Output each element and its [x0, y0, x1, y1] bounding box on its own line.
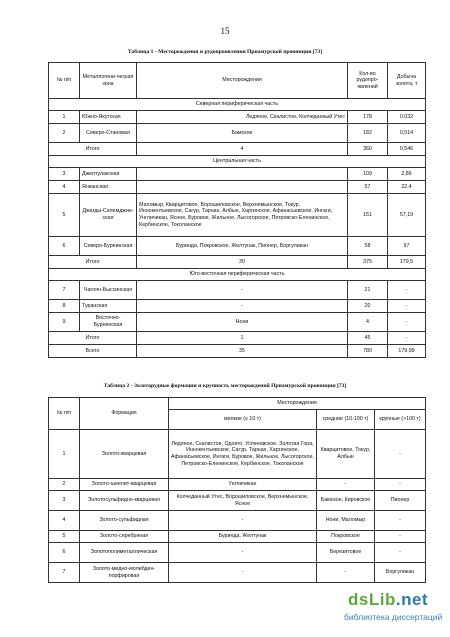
row-formation: Золотополиметаллическая [80, 543, 169, 563]
table2-formations [48, 397, 426, 583]
table-row [49, 194, 426, 237]
table-row [49, 300, 426, 313]
table1-caption: Таблица 1 - Месторождения и рудопроявления Приамурской провинции [73] [127, 49, 323, 55]
table-row [49, 281, 426, 300]
row-zone: Джелтулакская [80, 168, 137, 181]
row-deposits: Нони [137, 313, 348, 332]
table-row [49, 543, 426, 563]
table2-header-row [49, 398, 426, 410]
row-num: 6 [49, 543, 80, 563]
row-medium: Кварцитовое, Токур, Албын [317, 430, 375, 479]
total-gold: 0,546 [388, 143, 426, 156]
table-row [49, 430, 426, 479]
header-deposits: Месторождения [137, 63, 348, 99]
row-zone: Восточно-Буреинская [80, 313, 137, 332]
header-medium: средние (10-100 т) [317, 410, 375, 430]
total-count: 45 [348, 332, 388, 345]
header-zone: Металлогени-ческая зона [80, 63, 137, 99]
row-num: 6 [49, 237, 80, 256]
row-gold: 97 [388, 237, 426, 256]
row-formation: Золото-шеелит-кварцевая [80, 479, 169, 491]
row-num: 5 [49, 531, 80, 543]
row-gold: 57,19 [388, 194, 426, 237]
row-deposits [137, 181, 348, 194]
watermark-logo[interactable] [348, 590, 428, 610]
watermark-tagline: библиотека диссертаций [344, 612, 443, 622]
row-num: 1 [49, 111, 80, 124]
total-gold: 179,5 [388, 256, 426, 269]
grand-total-gold: 179,99 [388, 345, 426, 358]
grand-total-label: Всего [49, 345, 137, 358]
row-zone: Янканская [80, 181, 137, 194]
row-num: 3 [49, 491, 80, 511]
row-count: 178 [348, 111, 388, 124]
row-count: 182 [348, 124, 388, 143]
table2-caption: Таблица 2 - Золоторудные формации и крупность месторождений Приамурской провинции [73] [103, 383, 347, 389]
row-gold: 0,032 [388, 111, 426, 124]
row-gold: 0,514 [388, 124, 426, 143]
row-large: - [375, 430, 426, 479]
total-label: Итого [49, 143, 137, 156]
row-deposits: Буринда, Покровское, Желтунак, Пионер, Боргуликан [137, 237, 348, 256]
row-large: - [375, 511, 426, 531]
table-row [49, 124, 426, 143]
watermark-logo-tld: .net [395, 590, 429, 609]
row-num: 5 [49, 194, 80, 237]
row-formation: Золото-кварцевая [80, 430, 169, 479]
header-small: мелкие (≤ 10 т) [169, 410, 317, 430]
row-count: 109 [348, 168, 388, 181]
row-small: Ледяное, Скалистое, Одолго, Успеновское, Золотая Гора, Иннокентьевское, Сагур, Тарнах, Харгинское, Афанасьевское, Ингаги, Буровое, Жильное, Лысогорское, Петровско-Еленинское, Кербинское, Токоланское [169, 430, 317, 479]
row-small: Колчеданный Утес, Ворошиловское, Верхнемынское, Ясное [169, 491, 317, 511]
grand-total-count: 780 [348, 345, 388, 358]
row-medium: Бамское, Кировское [317, 491, 375, 511]
row-num: 9 [49, 313, 80, 332]
total-deposits: 1 [137, 332, 348, 345]
total-deposits: 30 [137, 256, 348, 269]
table1-header-row [49, 63, 426, 99]
row-num: 8 [49, 300, 80, 313]
header-formation: Формация [80, 398, 169, 430]
total-gold: - [388, 332, 426, 345]
total-count: 375 [348, 256, 388, 269]
header-count: Кол-во рудопро-явлений [348, 63, 388, 99]
row-deposits: Маломыр, Кварцитовое, Ворошиловское, Верхнемынское, Токур, Иннокентьевское, Сагур, Тарнах, Албын, Харгинское, Афанасьевское, Ингаги, Унгличикан, Ясное, Буровое, Жильное, Лысогорское, Петровско-Еленинское, Кербинское, Токоланское [137, 194, 348, 237]
row-small: Буринда, Желтунак [169, 531, 317, 543]
header-gold: Добыча золота, т [388, 63, 426, 99]
row-num: 7 [49, 563, 80, 583]
row-gold: 2,86 [388, 168, 426, 181]
table-row [49, 491, 426, 511]
row-formation: Золото-сульфидная [80, 511, 169, 531]
row-count: 4 [348, 313, 388, 332]
row-formation: Золото-медно-молибден-порфировая [80, 563, 169, 583]
total-count: 360 [348, 143, 388, 156]
section-title: Северная периферическая часть [49, 99, 426, 111]
row-small: - [169, 563, 317, 583]
row-deposits: - [137, 300, 348, 313]
header-num: № п/п [49, 398, 80, 430]
table-row [49, 237, 426, 256]
row-large: - [375, 531, 426, 543]
row-count: 58 [348, 237, 388, 256]
row-zone: Джагды-Селемджин-ская [80, 194, 137, 237]
row-num: 2 [49, 124, 80, 143]
row-formation: Золото-серебряная [80, 531, 169, 543]
row-zone: Северо-Буреинская [80, 237, 137, 256]
header-num: № п/п [49, 63, 80, 99]
row-zone: Северо-Становая [80, 124, 137, 143]
row-medium: - [317, 479, 375, 491]
row-count: 151 [348, 194, 388, 237]
row-num: 2 [49, 479, 80, 491]
row-count: 57 [348, 181, 388, 194]
total-deposits: 4 [137, 143, 348, 156]
row-zone: Чагоян-Быссинская [80, 281, 137, 300]
row-num: 1 [49, 430, 80, 479]
row-zone: Южно-Якутская [80, 111, 137, 124]
row-medium: Нони, Маломыр [317, 511, 375, 531]
table-row [49, 479, 426, 491]
watermark-logo-main: dsLib [348, 590, 396, 609]
row-small: - [169, 511, 317, 531]
row-large: - [375, 479, 426, 491]
table-row [49, 111, 426, 124]
total-label: Итого [49, 332, 137, 345]
row-large: Боргуликан [375, 563, 426, 583]
row-deposits [137, 168, 348, 181]
table-row [49, 168, 426, 181]
table-row [49, 531, 426, 543]
row-gold: 22,4 [388, 181, 426, 194]
table-row [49, 563, 426, 583]
row-num: 4 [49, 181, 80, 194]
total-row [49, 143, 426, 156]
total-row [49, 256, 426, 269]
row-medium: Покровское [317, 531, 375, 543]
total-row [49, 332, 426, 345]
table-row [49, 511, 426, 531]
row-num: 4 [49, 511, 80, 531]
section-title: Центральная часть [49, 156, 426, 168]
row-gold: - [388, 313, 426, 332]
row-medium: - [317, 563, 375, 583]
page-number: 15 [220, 26, 230, 36]
row-large: - [375, 543, 426, 563]
row-medium: Березитовое [317, 543, 375, 563]
row-deposits: - [137, 281, 348, 300]
row-count: 21 [348, 281, 388, 300]
total-label: Итого [49, 256, 137, 269]
table-row [49, 313, 426, 332]
header-large: крупные (>100 т) [375, 410, 426, 430]
row-small: Унгличикан [169, 479, 317, 491]
row-num: 3 [49, 168, 80, 181]
row-count: 20 [348, 300, 388, 313]
row-zone: Туранская [80, 300, 137, 313]
row-gold: - [388, 300, 426, 313]
row-gold: - [388, 281, 426, 300]
header-deposits: Месторождения [169, 398, 426, 410]
table-row [49, 181, 426, 194]
row-deposits: Бамское [137, 124, 348, 143]
row-small: - [169, 543, 317, 563]
row-num: 7 [49, 281, 80, 300]
row-formation: Золотосульфидно-кварцевая [80, 491, 169, 511]
row-deposits: Ледяное, Скалистое, Колчеданный Утес [137, 111, 348, 124]
row-large: Пионер [375, 491, 426, 511]
table1-deposits [48, 62, 426, 358]
grand-total-deposits: 35 [137, 345, 348, 358]
grand-total-row [49, 345, 426, 358]
section-title: Юго-восточная периферическая часть [49, 269, 426, 281]
